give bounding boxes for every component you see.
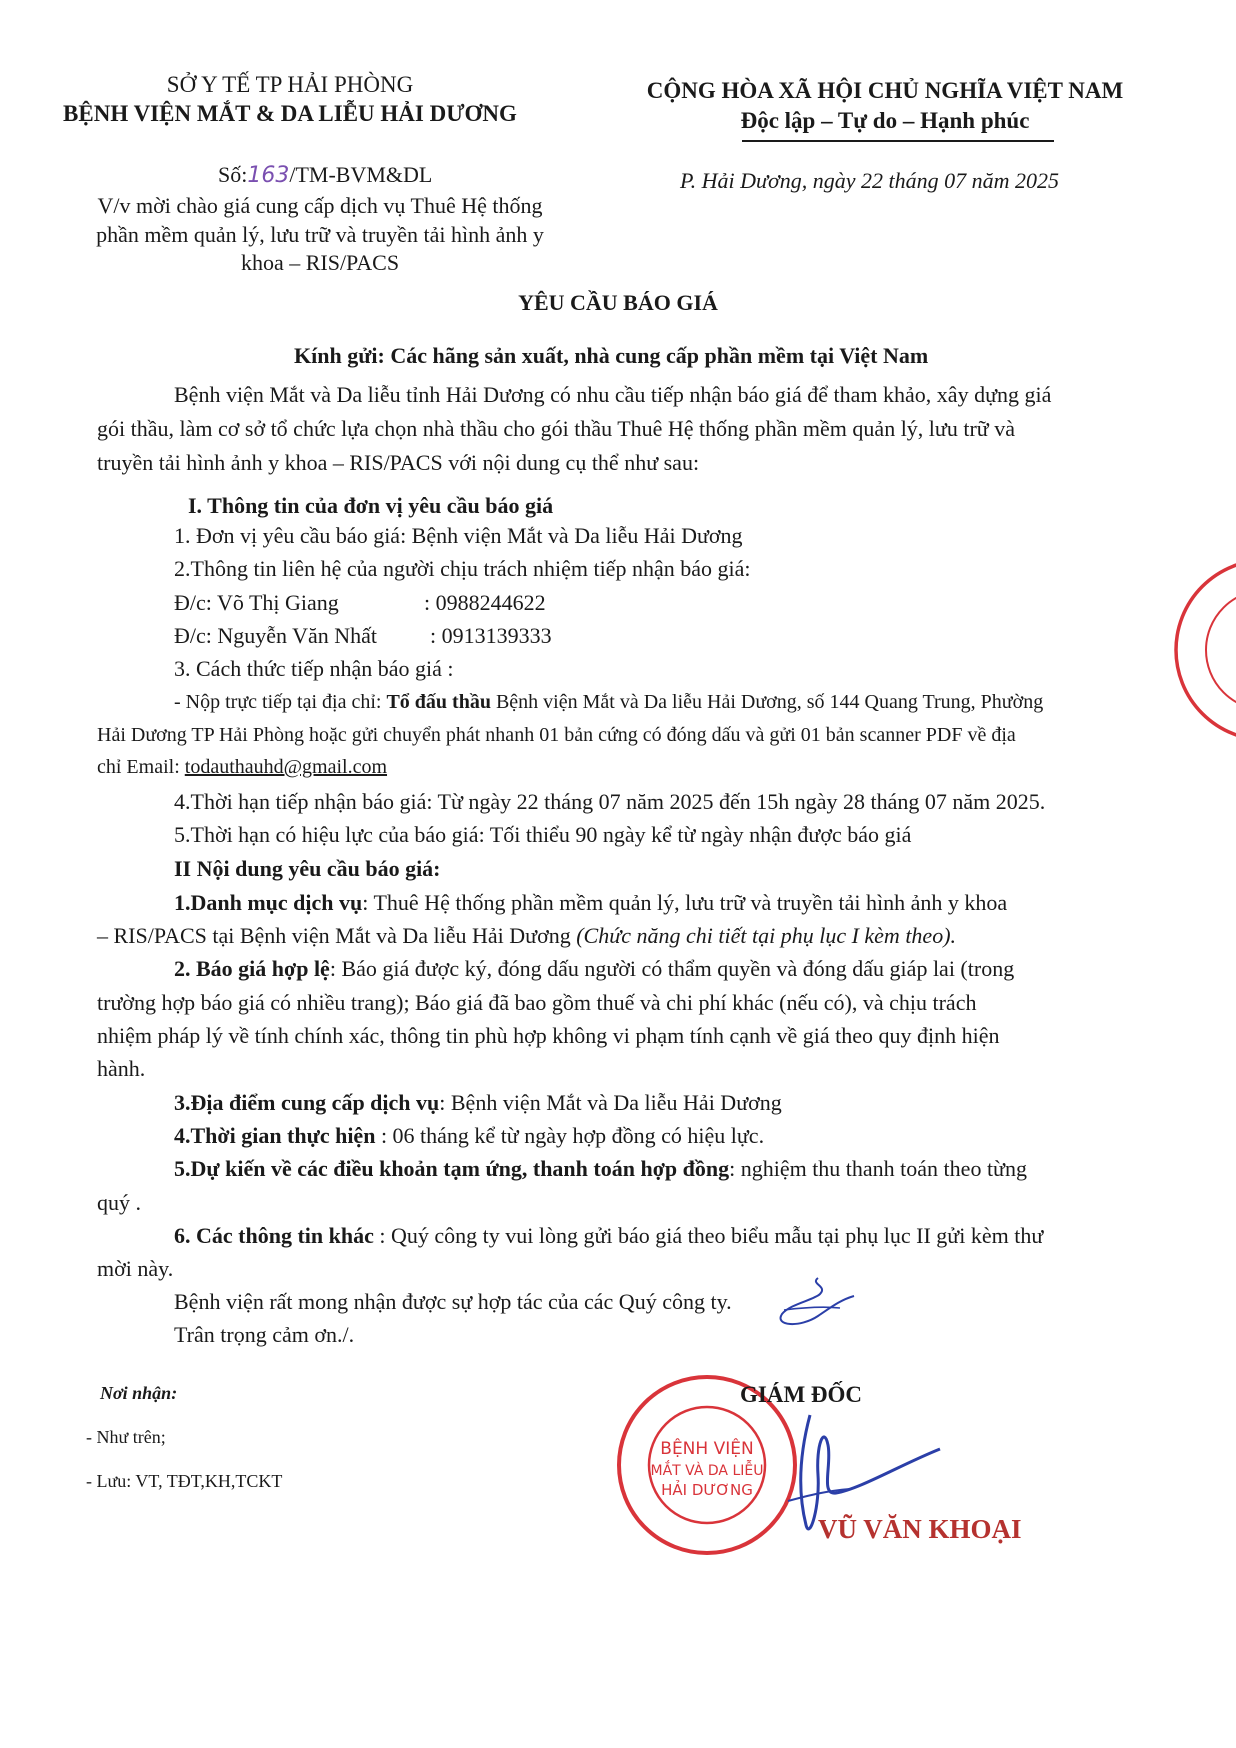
email-link[interactable]: todauthauhd@gmail.com (184, 756, 388, 778)
recipient-1: - Như trên; (86, 1427, 166, 1447)
intro-line-3: truyền tải hình ảnh y khoa – RIS/PACS với nội dung cụ thể như sau: (97, 450, 700, 475)
section-2-p5-line-1: 5.Dự kiến về các điều khoản tạm ứng, thanh toán hợp đồng: nghiệm thu thanh toán theo từng (174, 1156, 1027, 1181)
margin-stamp-icon (1166, 550, 1236, 750)
addressee: Kính gửi: Các hãng sản xuất, nhà cung cấp phần mềm tại Việt Nam (294, 343, 929, 368)
section-2-p2-line-3: nhiệm pháp lý về tính chính xác, thông tin phù hợp không vi phạm tính cạnh về giá theo quy định hiện (97, 1023, 1000, 1048)
subject-line-2: phần mềm quản lý, lưu trữ và truyền tải hình ảnh y (96, 222, 544, 247)
stamp-line-1: BỆNH VIỆN (660, 1439, 754, 1459)
section-1-item-3: 3. Cách thức tiếp nhận báo giá : (174, 656, 454, 681)
header-motto: Độc lập – Tự do – Hạnh phúc (740, 108, 1030, 133)
contact-1-name: Đ/c: Võ Thị Giang (174, 590, 339, 615)
section-1-heading: I. Thông tin của đơn vị yêu cầu báo giá (188, 493, 554, 518)
recipient-2: - Lưu: VT, TĐT,KH,TCKT (86, 1471, 283, 1491)
place-date: P. Hải Dương, ngày 22 tháng 07 năm 2025 (680, 168, 1059, 193)
section-2-p1-line-2: – RIS/PACS tại Bệnh viện Mắt và Da liễu Hải Dương (Chức năng chi tiết tại phụ lục I kèm theo). (97, 923, 957, 948)
closing-line-2: Trân trọng cảm ơn./. (174, 1322, 355, 1347)
section-1-item-5: 5.Thời hạn có hiệu lực của báo giá: Tối thiểu 90 ngày kể từ ngày nhận được báo giá (174, 822, 912, 847)
section-2-p3: 3.Địa điểm cung cấp dịch vụ: Bệnh viện Mắt và Da liễu Hải Dương (174, 1090, 782, 1115)
signature-position: GIÁM ĐỐC (740, 1382, 863, 1407)
subject-line-3: khoa – RIS/PACS (240, 250, 400, 275)
stamp-line-2: MẮT VÀ DA LIỄU (650, 1463, 764, 1479)
section-2-p6-line-2: mời này. (97, 1256, 174, 1281)
contact-2-name: Đ/c: Nguyễn Văn Nhất (174, 623, 378, 648)
section-2-p5-line-2: quý . (97, 1190, 141, 1215)
header-hospital: BỆNH VIỆN MẮT & DA LIỄU HẢI DƯƠNG (63, 101, 517, 126)
contact-1-phone: : 0988244622 (424, 590, 546, 615)
header-ministry: SỞ Y TẾ TP HẢI PHÒNG (166, 72, 414, 97)
document-number: Số:163/TM-BVM&DL (218, 162, 433, 188)
section-2-p2-line-1: 2. Báo giá hợp lệ: Báo giá được ký, đóng dấu người có thẩm quyền và đóng dấu giáp lai (trong (174, 956, 1015, 981)
header-republic: CỘNG HÒA XÃ HỘI CHỦ NGHĨA VIỆT NAM (646, 78, 1124, 103)
initials-signature-icon (770, 1270, 860, 1340)
recipients-heading: Nơi nhận: (100, 1383, 178, 1403)
submission-address-line-1: - Nộp trực tiếp tại địa chỉ: Tổ đấu thầu Bệnh viện Mắt và Da liễu Hải Dương, số 144 Quang Trung, Phường (174, 691, 1044, 713)
intro-line-1: Bệnh viện Mắt và Da liễu tỉnh Hải Dương có nhu cầu tiếp nhận báo giá để tham khảo, xây dựng giá (174, 382, 1052, 407)
subject-line-1: V/v mời chào giá cung cấp dịch vụ Thuê Hệ thống (97, 193, 543, 218)
section-1-item-2: 2.Thông tin liên hệ của người chịu trách nhiệm tiếp nhận báo giá: (174, 556, 751, 581)
stamp-line-3: HẢI DƯƠNG (661, 1481, 753, 1499)
intro-line-2: gói thầu, làm cơ sở tổ chức lựa chọn nhà thầu cho gói thầu Thuê Hệ thống phần mềm quản lý, lưu trữ và (97, 416, 1015, 441)
section-1-item-1: 1. Đơn vị yêu cầu báo giá: Bệnh viện Mắt và Da liễu Hải Dương (174, 523, 743, 548)
section-2-p2-line-4: hành. (97, 1056, 146, 1081)
contact-2-phone: : 0913139333 (430, 623, 552, 648)
closing-line-1: Bệnh viện rất mong nhận được sự hợp tác của các Quý công ty. (174, 1289, 732, 1314)
section-2-p1-line-1: 1.Danh mục dịch vụ: Thuê Hệ thống phần mềm quản lý, lưu trữ và truyền tải hình ảnh y khoa (174, 890, 1008, 915)
section-1-item-4: 4.Thời hạn tiếp nhận báo giá: Từ ngày 22 tháng 07 năm 2025 đến 15h ngày 28 tháng 07 năm 2025. (174, 789, 1046, 814)
section-2-heading: II Nội dung yêu cầu báo giá: (174, 856, 441, 881)
submission-address-line-2: Hải Dương TP Hải Phòng hoặc gửi chuyển phát nhanh 01 bản cứng có đóng dấu và gửi 01 bản scanner PDF về địa (97, 724, 1016, 746)
section-2-p2-line-2: trường hợp báo giá có nhiều trang); Báo giá đã bao gồm thuế và chi phí khác (nếu có), và chịu trách (97, 990, 977, 1015)
signer-name: VŨ VĂN KHOẠI (818, 1514, 1022, 1544)
document-title: YÊU CẦU BÁO GIÁ (518, 290, 718, 315)
submission-email-line: chỉ Email: todauthauhd@gmail.com (97, 756, 388, 778)
section-2-p6-line-1: 6. Các thông tin khác : Quý công ty vui lòng gửi báo giá theo biểu mẫu tại phụ lục II gửi kèm thư (174, 1223, 1044, 1248)
motto-underline (742, 140, 1054, 142)
section-2-p4: 4.Thời gian thực hiện : 06 tháng kể từ ngày hợp đồng có hiệu lực. (174, 1123, 765, 1148)
handwritten-number: 163 (247, 163, 290, 188)
